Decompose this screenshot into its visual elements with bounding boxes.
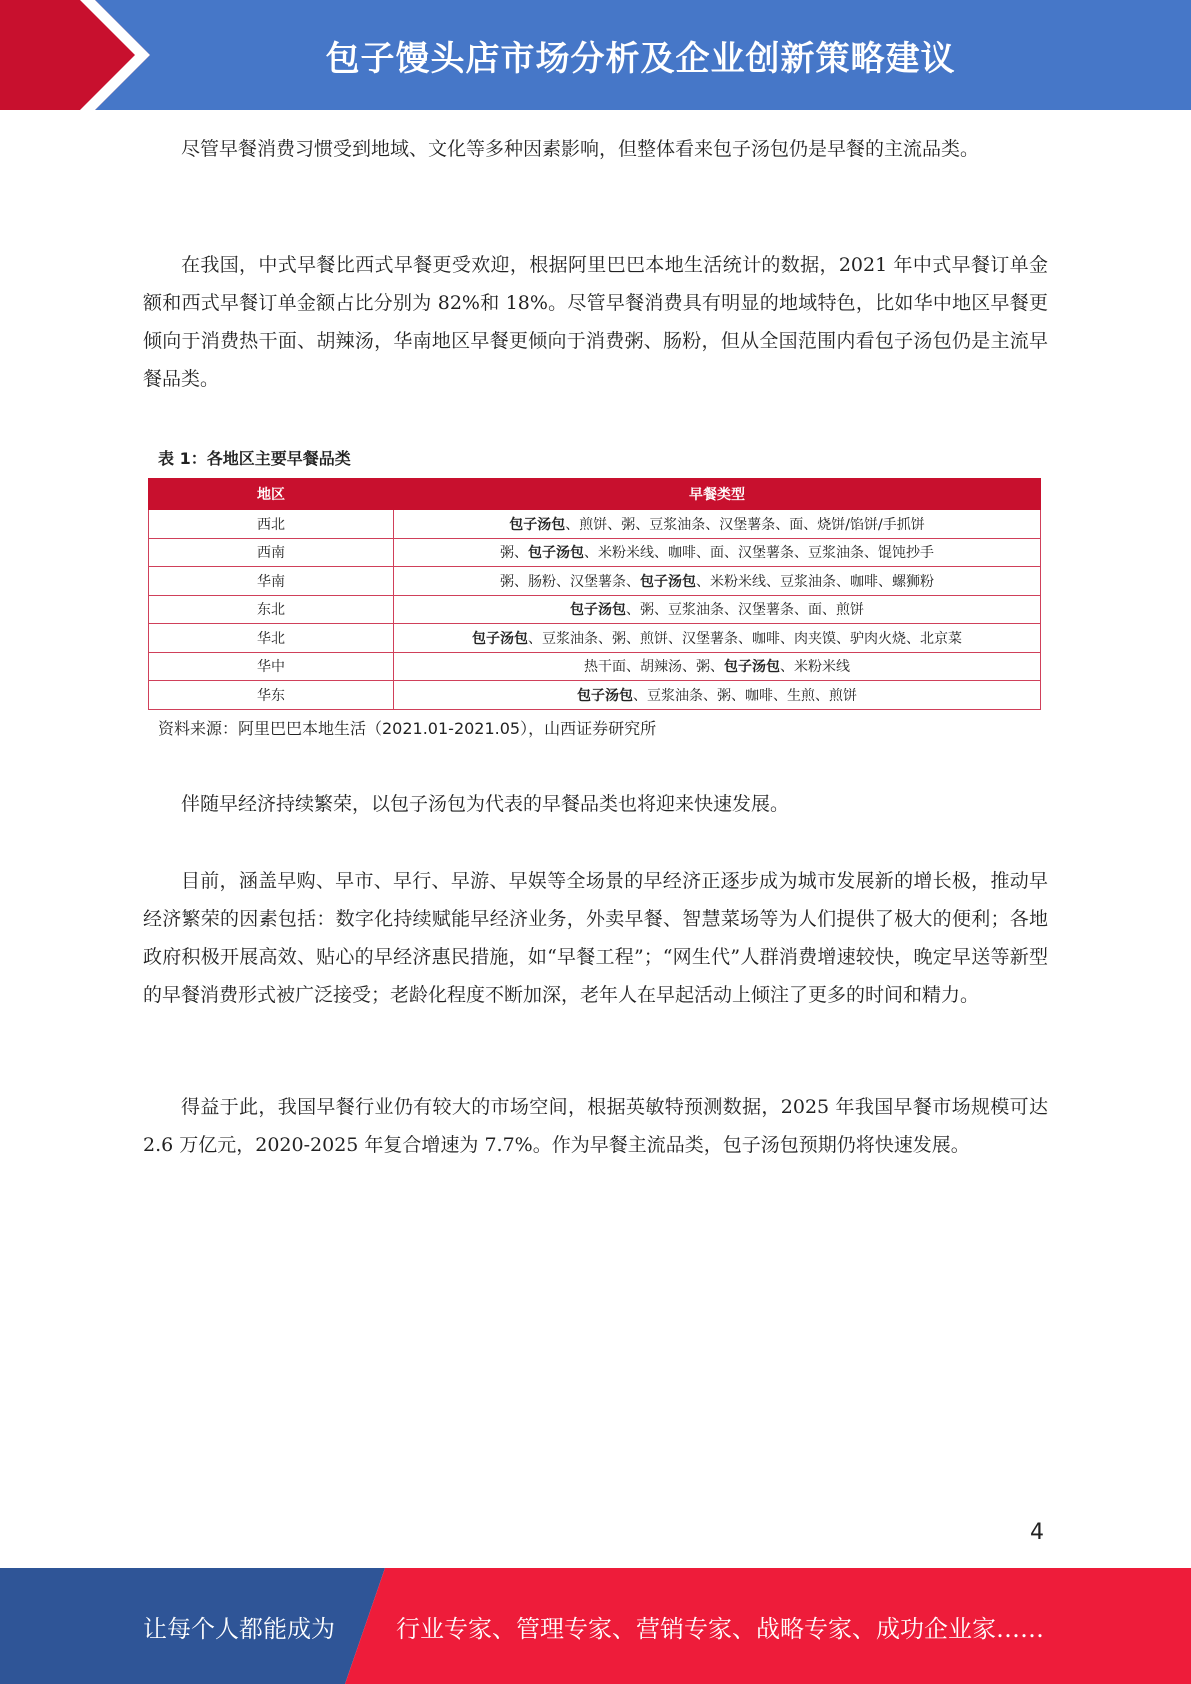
region-cell: 华中 [149,652,394,681]
region-cell: 东北 [149,595,394,624]
region-cell: 西北 [149,510,394,539]
types-bold: 包子汤包 [724,659,780,676]
region-cell: 华东 [149,681,394,710]
table-caption: 表 1：各地区主要早餐品类 [158,449,351,468]
types-cell [394,652,1041,681]
types-bold: 包子汤包 [528,545,584,562]
types-post: 、米粉米线、咖啡、面、汉堡薯条、豆浆油条、馄饨抄手 [584,545,934,562]
types-post: 、粥、豆浆油条、汉堡薯条、面、煎饼 [626,602,864,619]
paragraph-5: 得益于此，我国早餐行业仍有较大的市场空间，根据英敏特预测数据，2025 年我国早餐市场规模可达 2.6 万亿元，2020-2025 年复合增速为 7.7%。作为早餐主流品类，包子汤包预期仍将快速发展。 [143,1096,1048,1156]
footer-slogan-right: 行业专家、管理专家、营销专家、战略专家、成功企业家…… [396,1614,1044,1643]
types-cell [394,681,1041,710]
types-post: 、豆浆油条、粥、煎饼、汉堡薯条、咖啡、肉夹馍、驴肉火烧、北京菜 [528,630,962,647]
types-pre: 粥、肠粉、汉堡薯条、 [500,573,640,590]
types-bold: 包子汤包 [472,630,528,647]
header-red-arrow [0,0,150,110]
types-cell [394,624,1041,653]
types-bold: 包子汤包 [577,687,633,704]
types-bold: 包子汤包 [640,573,696,590]
page-footer [0,1568,1191,1684]
types-pre: 粥、 [500,545,528,562]
paragraph-1: 尽管早餐消费习惯受到地域、文化等多种因素影响，但整体看来包子汤包仍是早餐的主流品类。 [181,138,980,160]
table-row [149,538,1041,567]
paragraph-3: 伴随早经济持续繁荣，以包子汤包为代表的早餐品类也将迎来快速发展。 [181,793,790,815]
page-number: 4 [1030,1520,1044,1545]
types-bold: 包子汤包 [570,602,626,619]
types-pre: 热干面、胡辣汤、粥、 [584,659,724,676]
table-source: 资料来源：阿里巴巴本地生活（2021.01-2021.05），山西证券研究所 [158,719,657,738]
table-row [149,624,1041,653]
header-region: 地区 [149,479,394,510]
table-row [149,681,1041,710]
breakfast-table [148,478,1041,710]
footer-slogan-left: 让每个人都能成为 [143,1614,335,1643]
page-header [0,0,1191,110]
document-title: 包子馒头店市场分析及企业创新策略建议 [325,38,956,79]
table-header-row [149,479,1041,510]
region-cell: 华北 [149,624,394,653]
paragraph-4: 目前，涵盖早购、早市、早行、早游、早娱等全场景的早经济正逐步成为城市发展新的增长极，推动早经济繁荣的因素包括：数字化持续赋能早经济业务，外卖早餐、智慧菜场等为人们提供了极大的便利；各地政府积极开展高效、贴心的早经济惠民措施，如“早餐工程”；“网生代”人群消费增速较快，晚定早送等新型的早餐消费形式被广泛接受；老龄化程度不断加深，老年人在早起活动上倾注了更多的时间和精力。 [143,870,1048,1006]
types-cell [394,567,1041,596]
paragraph-2: 在我国，中式早餐比西式早餐更受欢迎，根据阿里巴巴本地生活统计的数据，2021 年中式早餐订单金额和西式早餐订单金额占比分别为 82%和 18%。尽管早餐消费具有明显的地域特色，比如华中地区早餐更倾向于消费热干面、胡辣汤，华南地区早餐更倾向于消费粥、肠粉，但从全国范围内看包子汤包仍是主流早餐品类。 [143,254,1048,390]
table-row [149,652,1041,681]
types-post: 、煎饼、粥、豆浆油条、汉堡薯条、面、烧饼/馅饼/手抓饼 [565,516,925,533]
table-row [149,567,1041,596]
region-cell: 西南 [149,538,394,567]
types-cell [394,510,1041,539]
types-post: 、米粉米线 [780,659,850,676]
header-breakfast-types: 早餐类型 [394,479,1041,510]
region-cell: 华南 [149,567,394,596]
types-bold: 包子汤包 [509,516,566,533]
types-post: 、豆浆油条、粥、咖啡、生煎、煎饼 [633,687,857,704]
types-cell [394,538,1041,567]
table-row [149,595,1041,624]
types-cell [394,595,1041,624]
table-row [149,510,1041,539]
types-post: 、米粉米线、豆浆油条、咖啡、螺狮粉 [696,573,934,590]
